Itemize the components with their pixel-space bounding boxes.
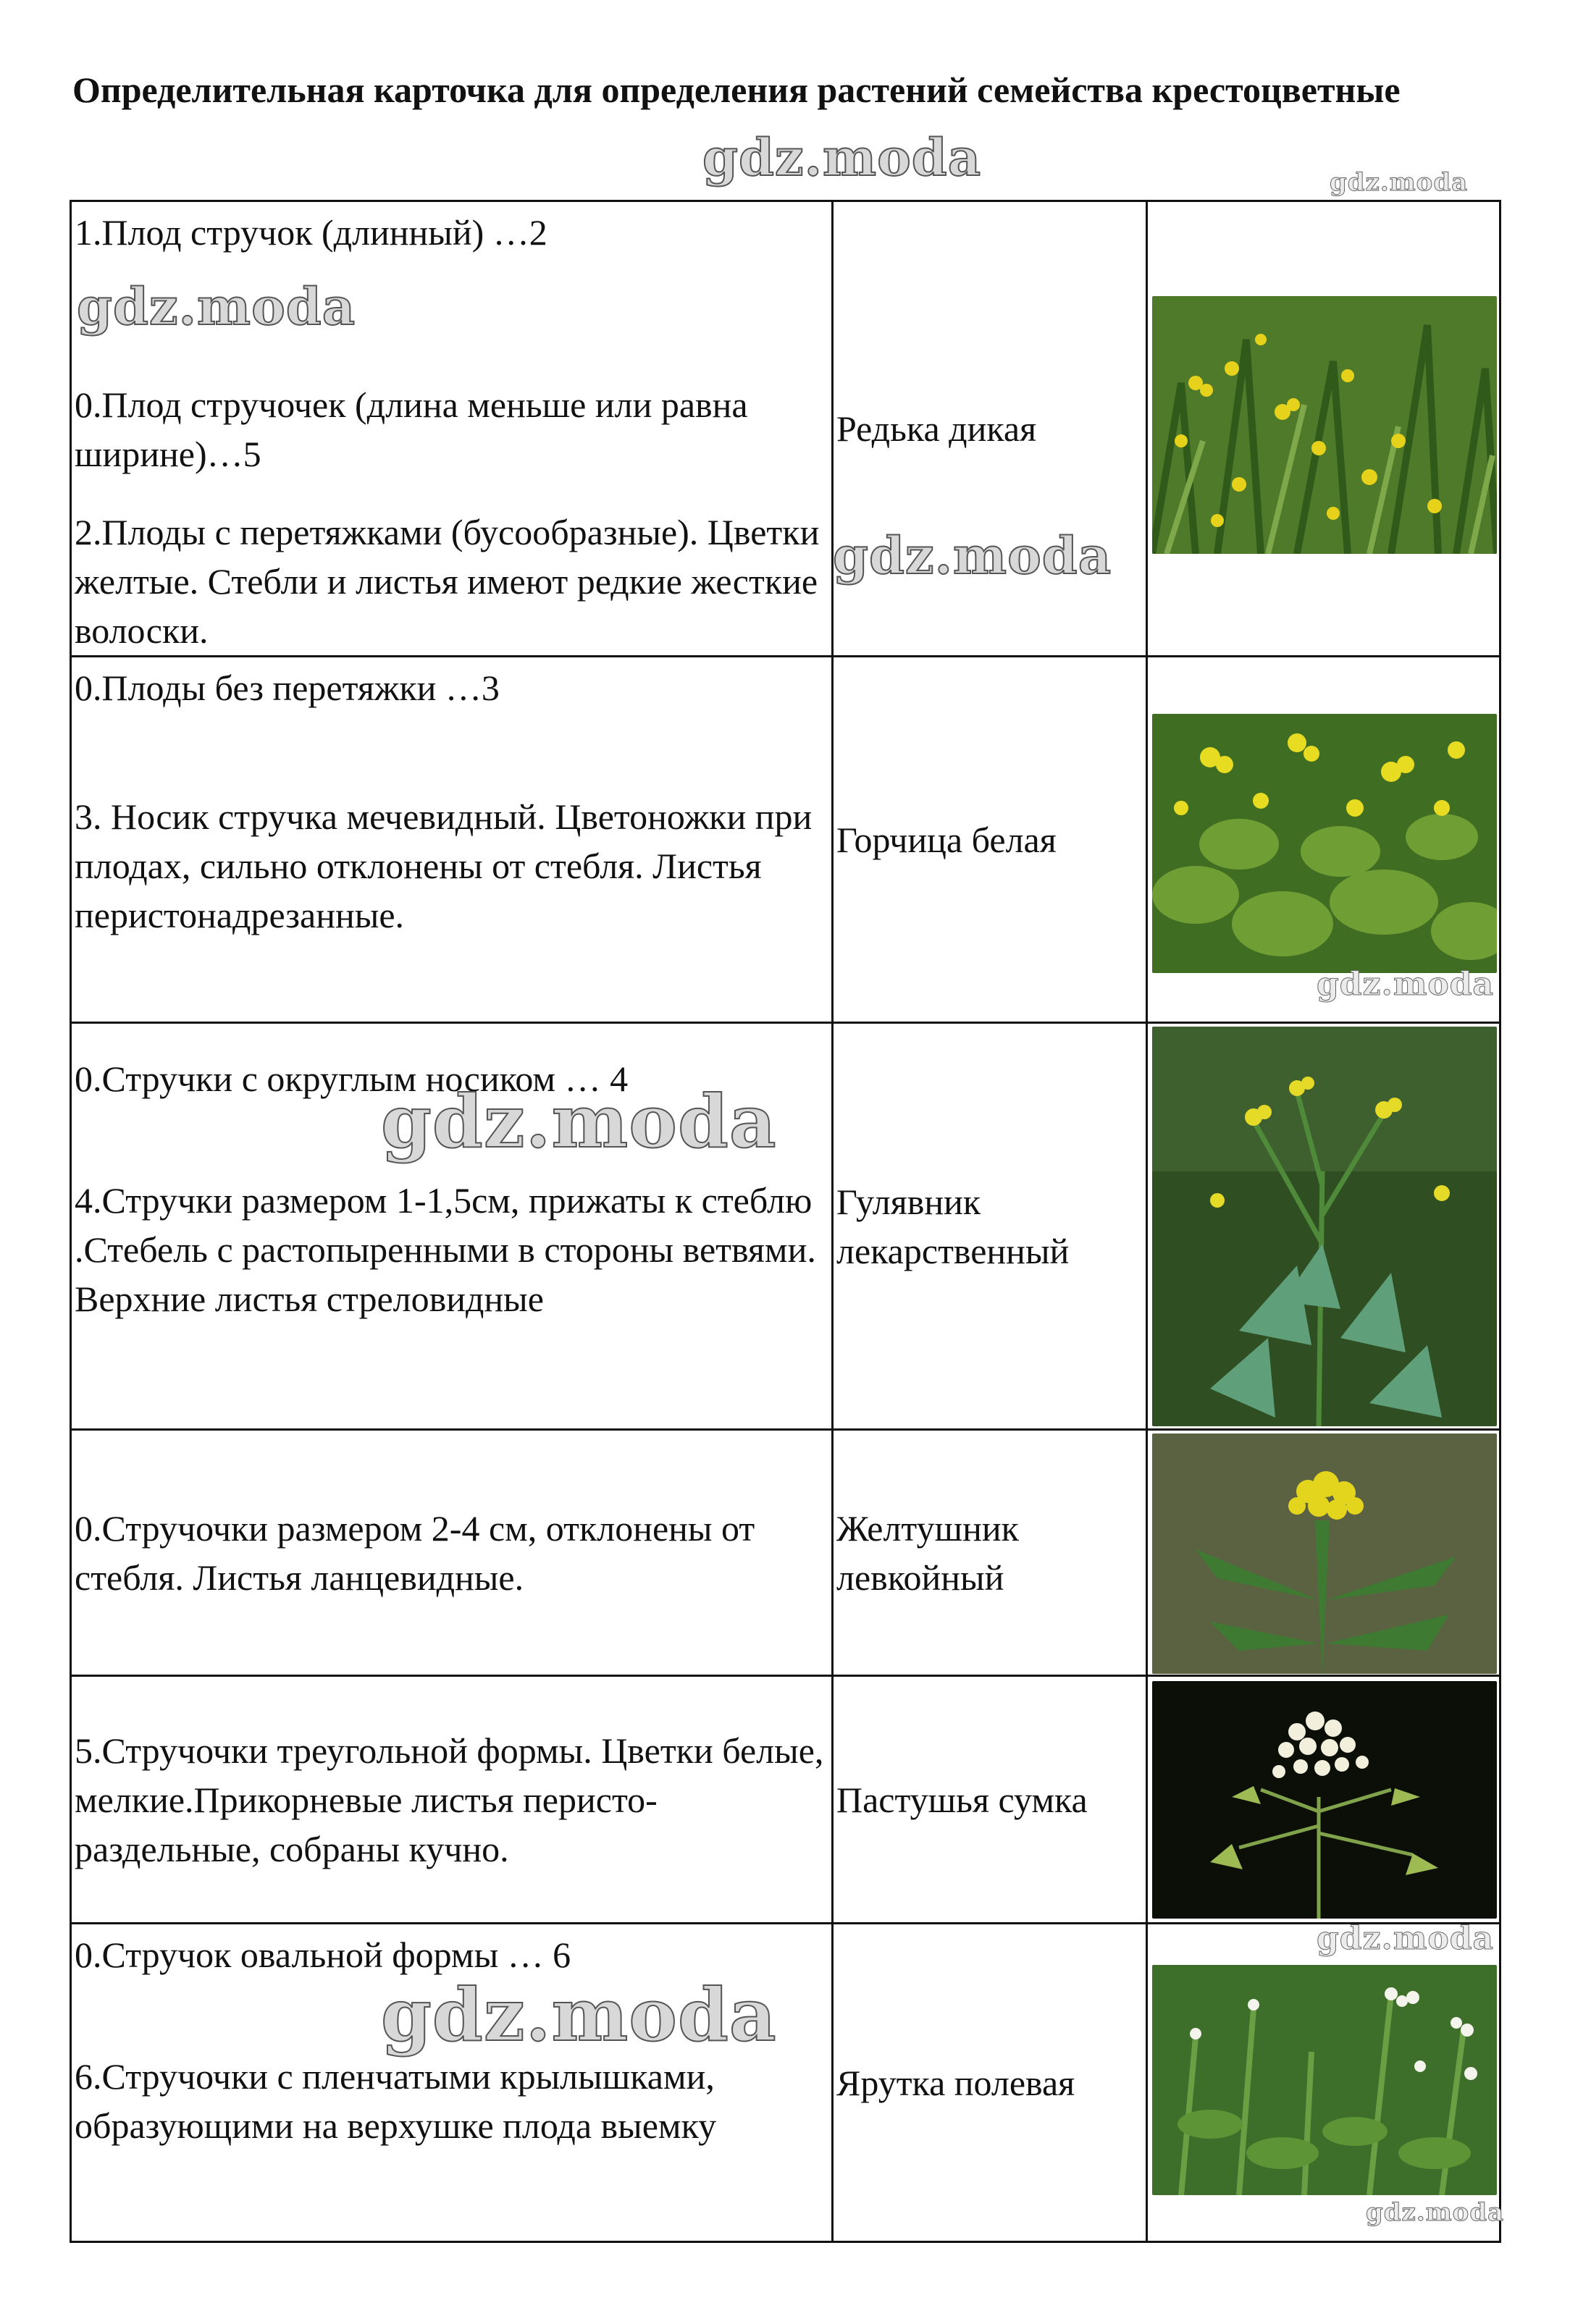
plant-name: Пастушья сумка (833, 1676, 1147, 1924)
plant-name: Желтушник левкойный (833, 1430, 1147, 1676)
plant-name: Ярутка полевая (833, 1924, 1147, 2242)
hedge-mustard-photo (1152, 1027, 1497, 1426)
page-title: Определительная карточка для определения растений семейства крестоцветные (72, 70, 1401, 110)
plant-photo-cell (1147, 1023, 1500, 1430)
key-step: 0.Плоды без перетяжки …3 (75, 668, 500, 708)
white-mustard-photo (1152, 714, 1497, 973)
key-step: 0.Стручки с округлым носиком … 4 (75, 1058, 629, 1099)
key-step: 1.Плод стручок (длинный) …2 (75, 212, 547, 253)
identification-table (70, 200, 1501, 2243)
watermark: gdz.moda (77, 277, 356, 337)
plant-photo-cell (1147, 201, 1500, 657)
watermark: gdz.moda (1330, 168, 1469, 197)
key-step: 4.Стручки размером 1-1,5см, прижаты к стеблю .Стебель с растопыренными в стороны ветвями. Верхние листья стреловидные (75, 1180, 816, 1319)
key-description (71, 201, 833, 657)
plant-photo-cell (1147, 1676, 1500, 1924)
watermark: gdz.moda (381, 1972, 777, 2058)
plant-photo-cell (1147, 1924, 1500, 2242)
wild-radish-photo (1152, 296, 1497, 554)
key-description (71, 1924, 833, 2242)
watermark: gdz.moda (1366, 2198, 1505, 2227)
plant-photo-cell (1147, 1430, 1500, 1676)
key-step: 6.Стручочки с пленчатыми крылышками, образующими на верхушке плода выемку (75, 2056, 717, 2146)
plant-name: Редька дикая (833, 201, 1147, 657)
plant-photo-cell (1147, 657, 1500, 1023)
wormseed-photo (1152, 1433, 1497, 1674)
key-step: 3. Носик стручка мечевидный. Цветоножки при плодах, сильно отклонены от стебля. Листья перистонадрезанные. (75, 796, 813, 935)
table-row (71, 1430, 1500, 1676)
plant-name: Горчица белая (833, 657, 1147, 1023)
key-step: 0.Стручок овальной формы … 6 (75, 1934, 571, 1975)
key-step: 2.Плоды с перетяжками (бусообразные). Цветки желтые. Стебли и листья имеют редкие жесткие волоски. (75, 512, 820, 651)
field-pennycress-photo (1152, 1965, 1497, 2195)
key-description (71, 1430, 833, 1676)
table-row (71, 1676, 1500, 1924)
plant-name: Гулявник лекарственный (833, 1023, 1147, 1430)
table-row (71, 1023, 1500, 1430)
table-row (71, 201, 1500, 657)
key-description (71, 1676, 833, 1924)
key-step: 0.Стручочки размером 2-4 см, отклонены от стебля. Листья ланцевидные. (75, 1507, 755, 1598)
shepherds-purse-photo (1152, 1681, 1497, 1919)
watermark: gdz.moda (1317, 966, 1495, 1003)
table-row (71, 1924, 1500, 2242)
watermark: gdz.moda (833, 526, 1112, 586)
key-step: 5.Стручочки треугольной формы. Цветки белые, мелкие.Прикорневые листья перисто-раздельные, собраны кучно. (75, 1730, 824, 1869)
table-row (71, 657, 1500, 1023)
watermark: gdz.moda (702, 127, 982, 188)
watermark: gdz.moda (1317, 1920, 1495, 1957)
key-description (71, 1023, 833, 1430)
key-description (71, 657, 833, 1023)
watermark: gdz.moda (381, 1079, 777, 1164)
key-step: 0.Плод стручочек (длина меньше или равна ширине)…5 (75, 384, 748, 474)
